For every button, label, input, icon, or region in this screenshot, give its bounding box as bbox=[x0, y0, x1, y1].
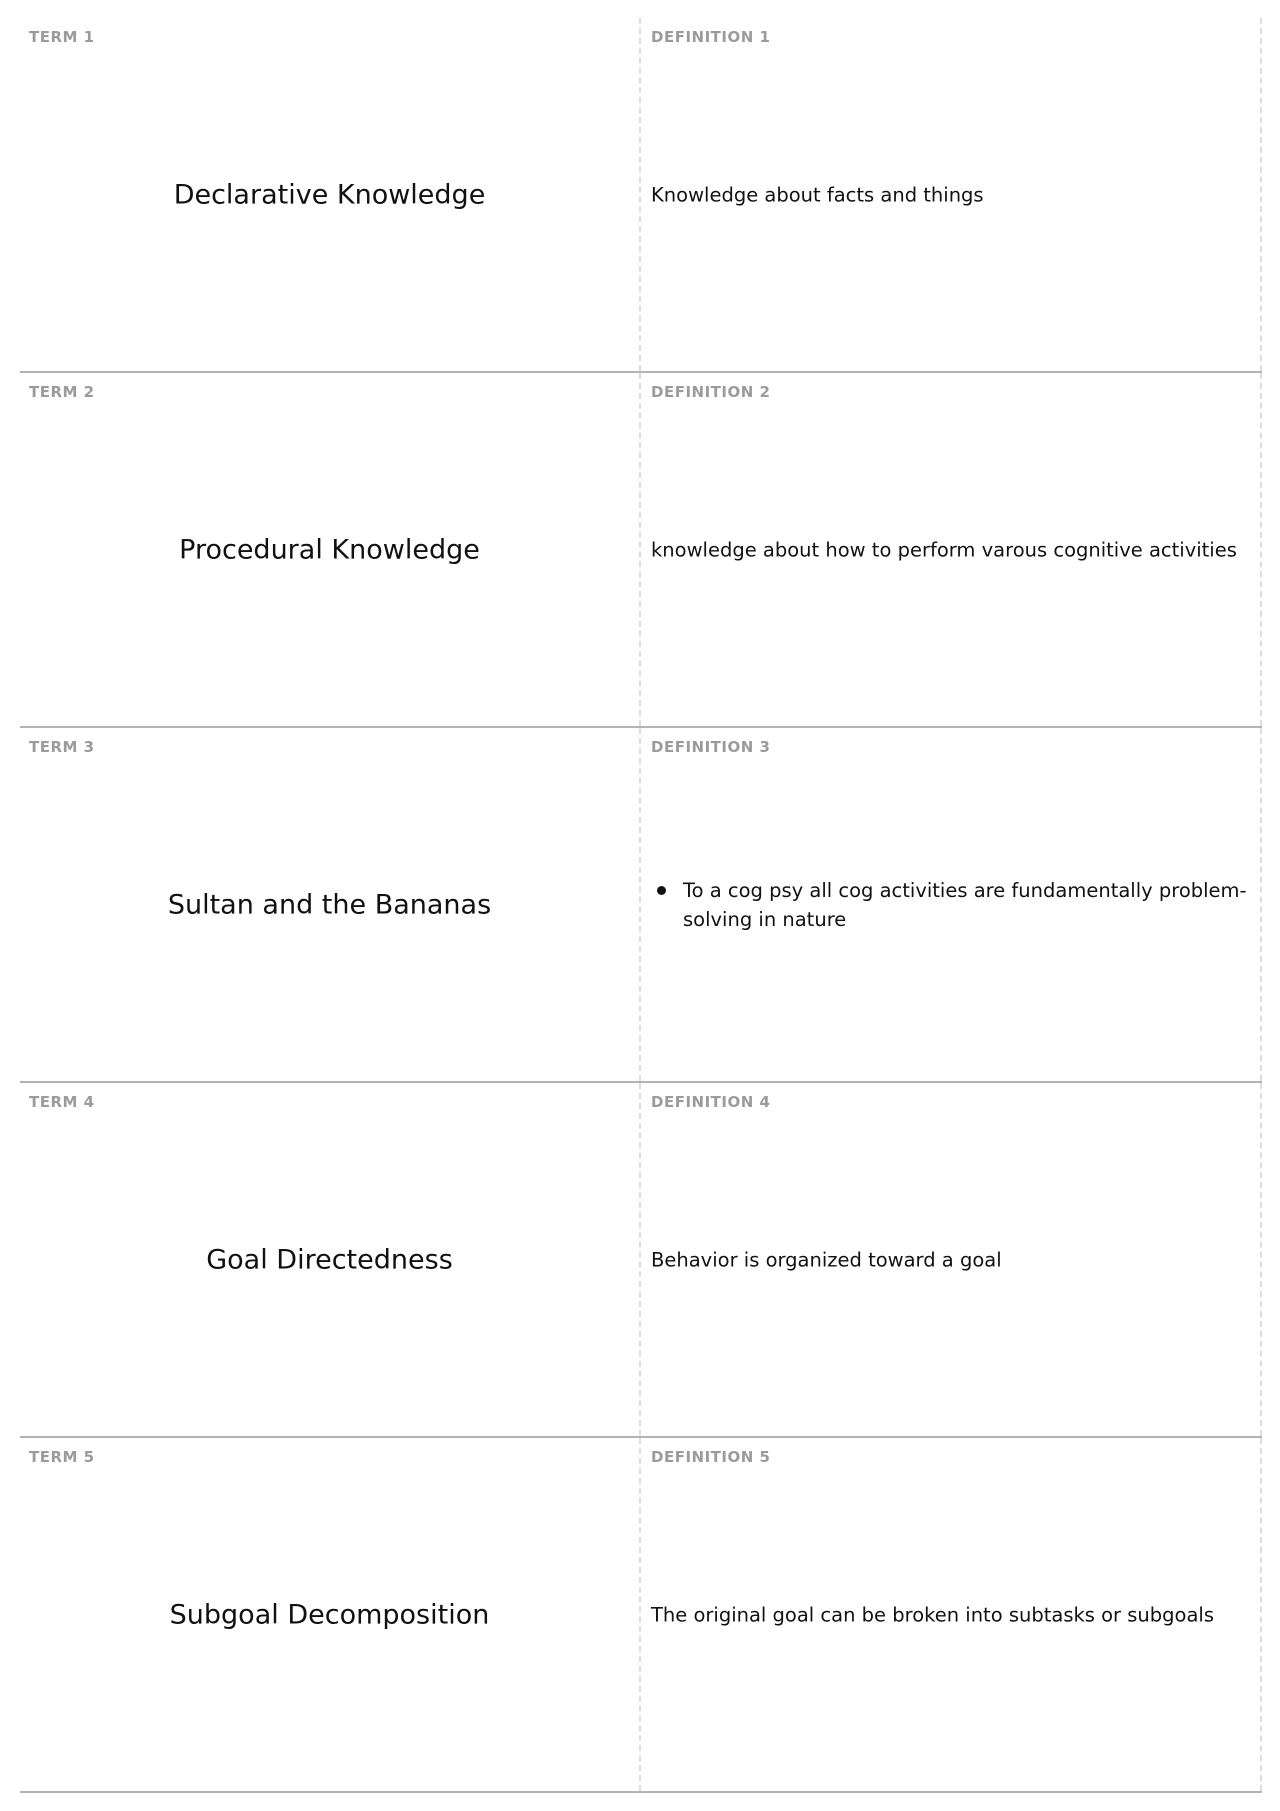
flashcard-row bbox=[20, 1438, 1262, 1793]
definition-label: DEFINITION 2 bbox=[651, 383, 771, 401]
definition-cell bbox=[641, 1083, 1262, 1436]
flashcard-row bbox=[20, 18, 1262, 373]
term-text: Sultan and the Bananas bbox=[167, 889, 492, 920]
term-text: Procedural Knowledge bbox=[179, 534, 480, 565]
term-label: TERM 3 bbox=[29, 738, 95, 756]
term-label: TERM 4 bbox=[29, 1093, 95, 1111]
term-cell bbox=[20, 1438, 641, 1791]
definition-label: DEFINITION 3 bbox=[651, 738, 771, 756]
definition-bullet-list bbox=[651, 876, 1250, 934]
term-cell bbox=[20, 373, 641, 726]
flashcard-row bbox=[20, 1083, 1262, 1438]
definition-label: DEFINITION 1 bbox=[651, 28, 771, 46]
term-cell bbox=[20, 728, 641, 1081]
term-text: Goal Directedness bbox=[206, 1244, 453, 1275]
term-label: TERM 1 bbox=[29, 28, 95, 46]
flashcard-row bbox=[20, 373, 1262, 728]
term-cell bbox=[20, 18, 641, 371]
definition-cell bbox=[641, 728, 1262, 1081]
definition-label: DEFINITION 5 bbox=[651, 1448, 771, 1466]
term-cell bbox=[20, 1083, 641, 1436]
term-text: Declarative Knowledge bbox=[173, 179, 486, 210]
term-label: TERM 2 bbox=[29, 383, 95, 401]
definition-bullet-item: To a cog psy all cog activities are fundamentally problem-solving in nature bbox=[651, 876, 1250, 934]
definition-text: knowledge about how to perform varous cognitive activities bbox=[651, 538, 1237, 561]
definition-text: The original goal can be broken into subtasks or subgoals bbox=[651, 1603, 1215, 1626]
definition-cell bbox=[641, 1438, 1262, 1791]
flashcard-row bbox=[20, 728, 1262, 1083]
definition-cell bbox=[641, 18, 1262, 371]
term-label: TERM 5 bbox=[29, 1448, 95, 1466]
definition-text: Knowledge about facts and things bbox=[651, 183, 984, 206]
term-text: Subgoal Decomposition bbox=[169, 1599, 490, 1630]
definition-cell bbox=[641, 373, 1262, 726]
definition-text: Behavior is organized toward a goal bbox=[651, 1248, 1002, 1271]
definition-label: DEFINITION 4 bbox=[651, 1093, 771, 1111]
flashcard-sheet bbox=[20, 18, 1262, 1793]
